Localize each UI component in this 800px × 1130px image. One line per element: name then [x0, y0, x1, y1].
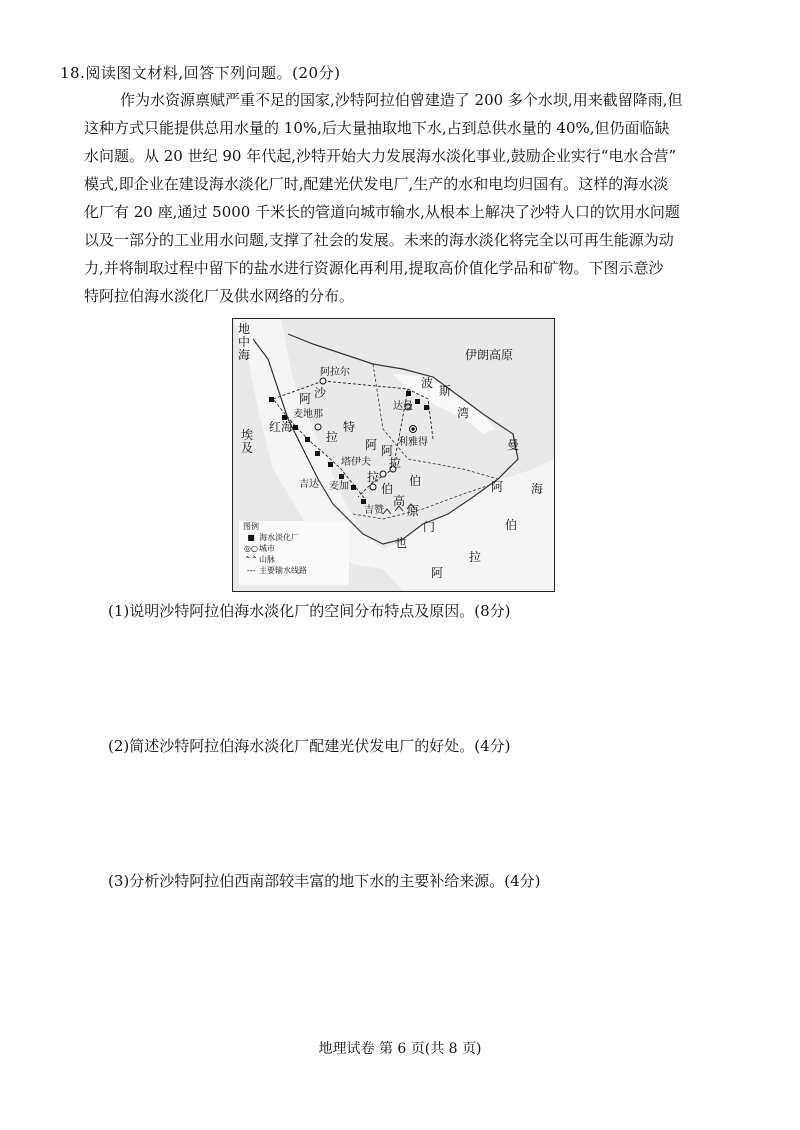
sub-question-3: (3)分析沙特阿拉伯西南部较丰富的地下水的主要补给来源。(4分): [108, 872, 541, 890]
map-label-plateau: 原: [407, 504, 420, 518]
map-label-plateau: 高: [393, 494, 406, 508]
map-label-arabian-sea: 阿: [431, 566, 444, 580]
map-label-ara: 拉: [326, 430, 339, 444]
map-label-mecca: 麦加: [329, 481, 349, 492]
page-footer: 地理试卷 第 6 页(共 8 页): [318, 1041, 482, 1057]
plant-symbol-icon: ■: [247, 533, 255, 542]
paragraph-line: 作为水资源禀赋严重不足的国家,沙特阿拉伯曾建造了 200 多个水坝,用来截留降雨,但: [120, 91, 683, 109]
map-label-egypt: 埃及: [241, 428, 254, 455]
legend-pipeline: [239, 565, 349, 576]
map-label-persian-gulf-2: 斯: [439, 384, 452, 398]
map-label-arar: 阿拉尔: [320, 367, 350, 378]
map-label-mediterranean: 地中海: [238, 322, 251, 362]
paragraph-line: 特阿拉伯海水淡化厂及供水网络的分布。: [84, 287, 355, 305]
map-label-saudi: 拉: [389, 456, 402, 470]
map-label-persian-gulf-1: 波: [421, 376, 434, 390]
map-label-ara: 阿: [299, 392, 312, 406]
legend-city-label: 城市: [259, 544, 275, 553]
paragraph-line: 模式,即企业在建设海水淡化厂时,配建光伏发电厂,生产的水和电均归国有。这样的海水淡: [84, 175, 669, 193]
map-label-saudi: 特: [343, 420, 356, 434]
paragraph-line: 以及一部分的工业用水问题,支撑了社会的发展。未来的海水淡化将完全以可再生能源为动: [84, 231, 674, 249]
map-label-oman: 曼: [507, 438, 520, 452]
map-label-red-sea: 红海: [269, 420, 294, 434]
map-label-taif: 塔伊夫: [341, 457, 371, 468]
map-label-arabian-sea: 拉: [469, 550, 482, 564]
map-label-plateau: 拉: [367, 470, 380, 484]
legend-pipeline-label: 主要输水线路: [259, 566, 307, 575]
map-label-jizan: 吉赞: [364, 505, 384, 516]
legend-plant-label: 海水淡化厂: [259, 533, 299, 542]
map-label-plateau: 阿: [381, 444, 394, 458]
map-legend: [239, 521, 349, 585]
map-label-plateau: 伯: [381, 482, 394, 496]
legend-plant: [239, 532, 349, 543]
question-title: 18.阅读图文材料,回答下列问题。(20分): [60, 64, 341, 82]
map-label-jeddah: 吉达: [299, 479, 319, 490]
map-label-saudi: 伯: [409, 474, 422, 488]
sub-question-1: (1)说明沙特阿拉伯海水淡化厂的空间分布特点及原因。(8分): [108, 602, 511, 620]
map-label-arabian-sea: 阿: [491, 480, 504, 494]
map-label-yemen: 门: [423, 520, 436, 534]
map-label-dammam: 达曼: [393, 401, 413, 412]
map-label-yemen: 也: [395, 536, 408, 550]
city-symbol-icon: ◎○: [244, 544, 258, 553]
map-label-arabian-sea: 伯: [505, 518, 518, 532]
map-label-persian-gulf-3: 湾: [457, 406, 470, 420]
legend-title: 图例: [243, 522, 259, 531]
paragraph-line: 力,并将制取过程中留下的盐水进行资源化再利用,提取高价值化学品和矿物。下图示意沙: [84, 259, 664, 277]
map-label-saudi: 沙: [314, 386, 327, 400]
map-label-iran-plateau: 伊朗高原: [465, 348, 514, 362]
paragraph-line: 这种方式只能提供总用水量的 10%,后大量抽取地下水,占到总供水量的 40%,但仍面临缺: [84, 119, 670, 137]
legend-city: [239, 543, 349, 554]
paragraph-line: 化厂有 20 座,通过 5000 千米长的管道向城市输水,从根本上解决了沙特人口的饮用水问题: [84, 203, 680, 221]
legend-mountain-label: 山脉: [259, 555, 275, 564]
legend-mountain: [239, 554, 349, 565]
map-label-saudi: 阿: [365, 438, 378, 452]
sub-question-2: (2)简述沙特阿拉伯海水淡化厂配建光伏发电厂的好处。(4分): [108, 737, 511, 755]
saudi-water-map: [232, 318, 555, 592]
map-label-medina: 麦地那: [293, 409, 323, 420]
map-label-arabian-sea: 海: [531, 482, 544, 496]
paragraph-line: 水问题。从 20 世纪 90 年代起,沙特开始大力发展海水淡化事业,鼓励企业实行“电水合营”: [84, 147, 677, 165]
pipeline-symbol-icon: ---: [246, 566, 256, 575]
mountain-symbol-icon: ⌃⌃: [244, 555, 258, 564]
map-label-riyadh: 利雅得: [398, 437, 428, 448]
material-paragraph: [84, 86, 724, 310]
